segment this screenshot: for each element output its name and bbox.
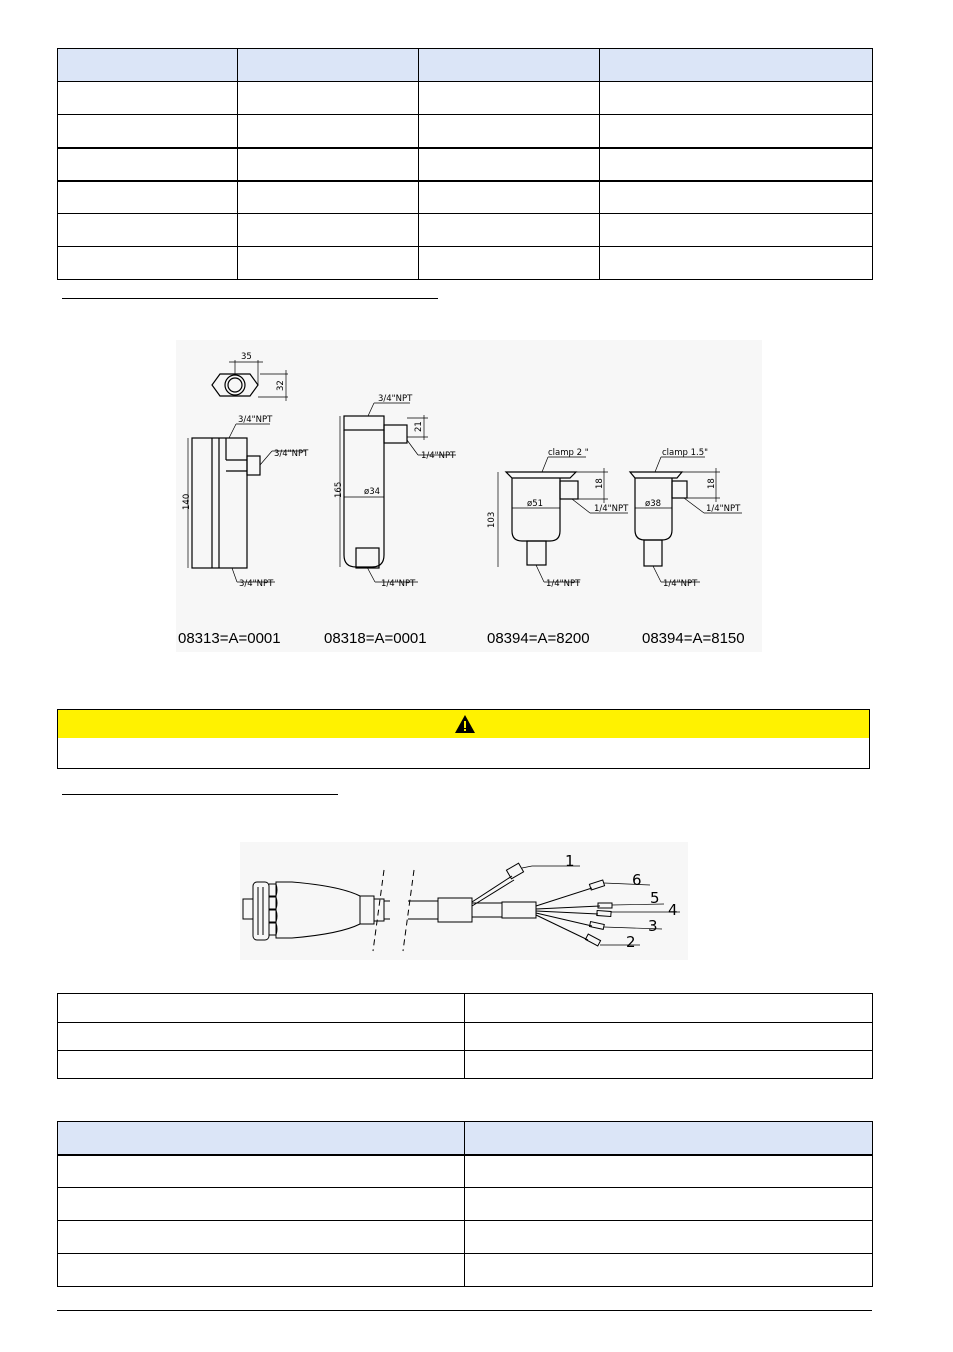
table-cell (58, 1023, 465, 1051)
table-cell (58, 1155, 465, 1188)
table-cell (419, 247, 600, 280)
npt-label: 3/4"NPT (239, 579, 274, 589)
header-cell (58, 49, 238, 82)
section-heading-rule (62, 794, 338, 795)
header-cell (600, 49, 873, 82)
dim-label-18: 18 (707, 478, 717, 489)
table-cell (238, 82, 419, 115)
wiring-table (57, 1121, 873, 1287)
table-cell (465, 1221, 873, 1254)
table-cell (58, 247, 238, 280)
dim-label-32: 32 (276, 380, 286, 391)
part-number-caption: 08394=A=8200 (487, 630, 590, 647)
callout-number: 3 (648, 917, 658, 935)
callout-number: 2 (626, 933, 636, 951)
table-cell (58, 214, 238, 247)
dim-label-21: 21 (414, 421, 424, 432)
npt-label: 1/4"NPT (546, 579, 581, 589)
figure-background (240, 842, 688, 960)
npt-label: 1/4"NPT (594, 504, 629, 514)
table-cell (419, 214, 600, 247)
npt-label: 3/4"NPT (378, 394, 413, 404)
sensor-cable-drawing (236, 840, 692, 962)
table-cell (58, 994, 465, 1023)
header-cell (238, 49, 419, 82)
table-cell (600, 214, 873, 247)
table-cell (238, 214, 419, 247)
warning-triangle-icon (454, 714, 476, 734)
dim-label-103: 103 (487, 511, 497, 528)
part-number-caption: 08394=A=8150 (642, 630, 745, 647)
dim-label-18: 18 (595, 478, 605, 489)
figure-background (176, 340, 762, 652)
header-cell (465, 1122, 873, 1155)
clamp-label: clamp 2 " (548, 448, 589, 458)
npt-label: 3/4"NPT (274, 449, 309, 459)
dim-label-35: 35 (241, 352, 252, 362)
table-cell (58, 82, 238, 115)
table-cell (58, 1254, 465, 1287)
sensor-holder-drawings (170, 340, 770, 655)
table-cell (465, 1023, 873, 1051)
table-cell (600, 247, 873, 280)
table-cell (465, 1188, 873, 1221)
diameter-label: ø51 (527, 499, 544, 509)
table-cell (238, 247, 419, 280)
table-cell (58, 1188, 465, 1221)
diameter-label: ø38 (645, 499, 662, 509)
table-cell (465, 1155, 873, 1188)
part-number-caption: 08318=A=0001 (324, 630, 427, 647)
callout-number: 4 (668, 901, 678, 919)
caution-banner (57, 709, 870, 739)
table-cell (600, 82, 873, 115)
callout-number: 5 (650, 889, 660, 907)
npt-label: 3/4"NPT (238, 415, 273, 425)
part-number-caption: 08313=A=0001 (178, 630, 281, 647)
table-cell (600, 115, 873, 148)
table-cell (419, 82, 600, 115)
table-cell (465, 994, 873, 1023)
header-cell (58, 1122, 465, 1155)
table-cell (58, 148, 238, 181)
specs-table-1 (57, 48, 873, 280)
table-cell (238, 115, 419, 148)
table-cell (238, 181, 419, 214)
npt-label: 1/4"NPT (381, 579, 416, 589)
table-cell (419, 148, 600, 181)
callout-number: 6 (632, 871, 642, 889)
table-cell (600, 181, 873, 214)
cable-legend-table (57, 993, 873, 1079)
clamp-label: clamp 1.5" (662, 448, 709, 458)
table-cell (465, 1051, 873, 1079)
table-cell (58, 1051, 465, 1079)
header-cell (419, 49, 600, 82)
table-cell (58, 181, 238, 214)
table-cell (238, 148, 419, 181)
table-cell (465, 1254, 873, 1287)
diameter-label: ø34 (364, 487, 381, 497)
table-cell (58, 1221, 465, 1254)
table-cell (58, 115, 238, 148)
dim-label-165: 165 (334, 481, 344, 498)
section-heading-rule (62, 298, 438, 299)
caution-message-box (57, 738, 870, 769)
callout-number: 1 (565, 852, 575, 870)
npt-label: 1/4"NPT (706, 504, 741, 514)
table-cell (600, 148, 873, 181)
npt-label: 1/4"NPT (421, 451, 456, 461)
table-cell (419, 181, 600, 214)
footer-rule (57, 1310, 872, 1311)
dim-label-140: 140 (182, 493, 192, 510)
table-cell (419, 115, 600, 148)
npt-label: 1/4"NPT (663, 579, 698, 589)
